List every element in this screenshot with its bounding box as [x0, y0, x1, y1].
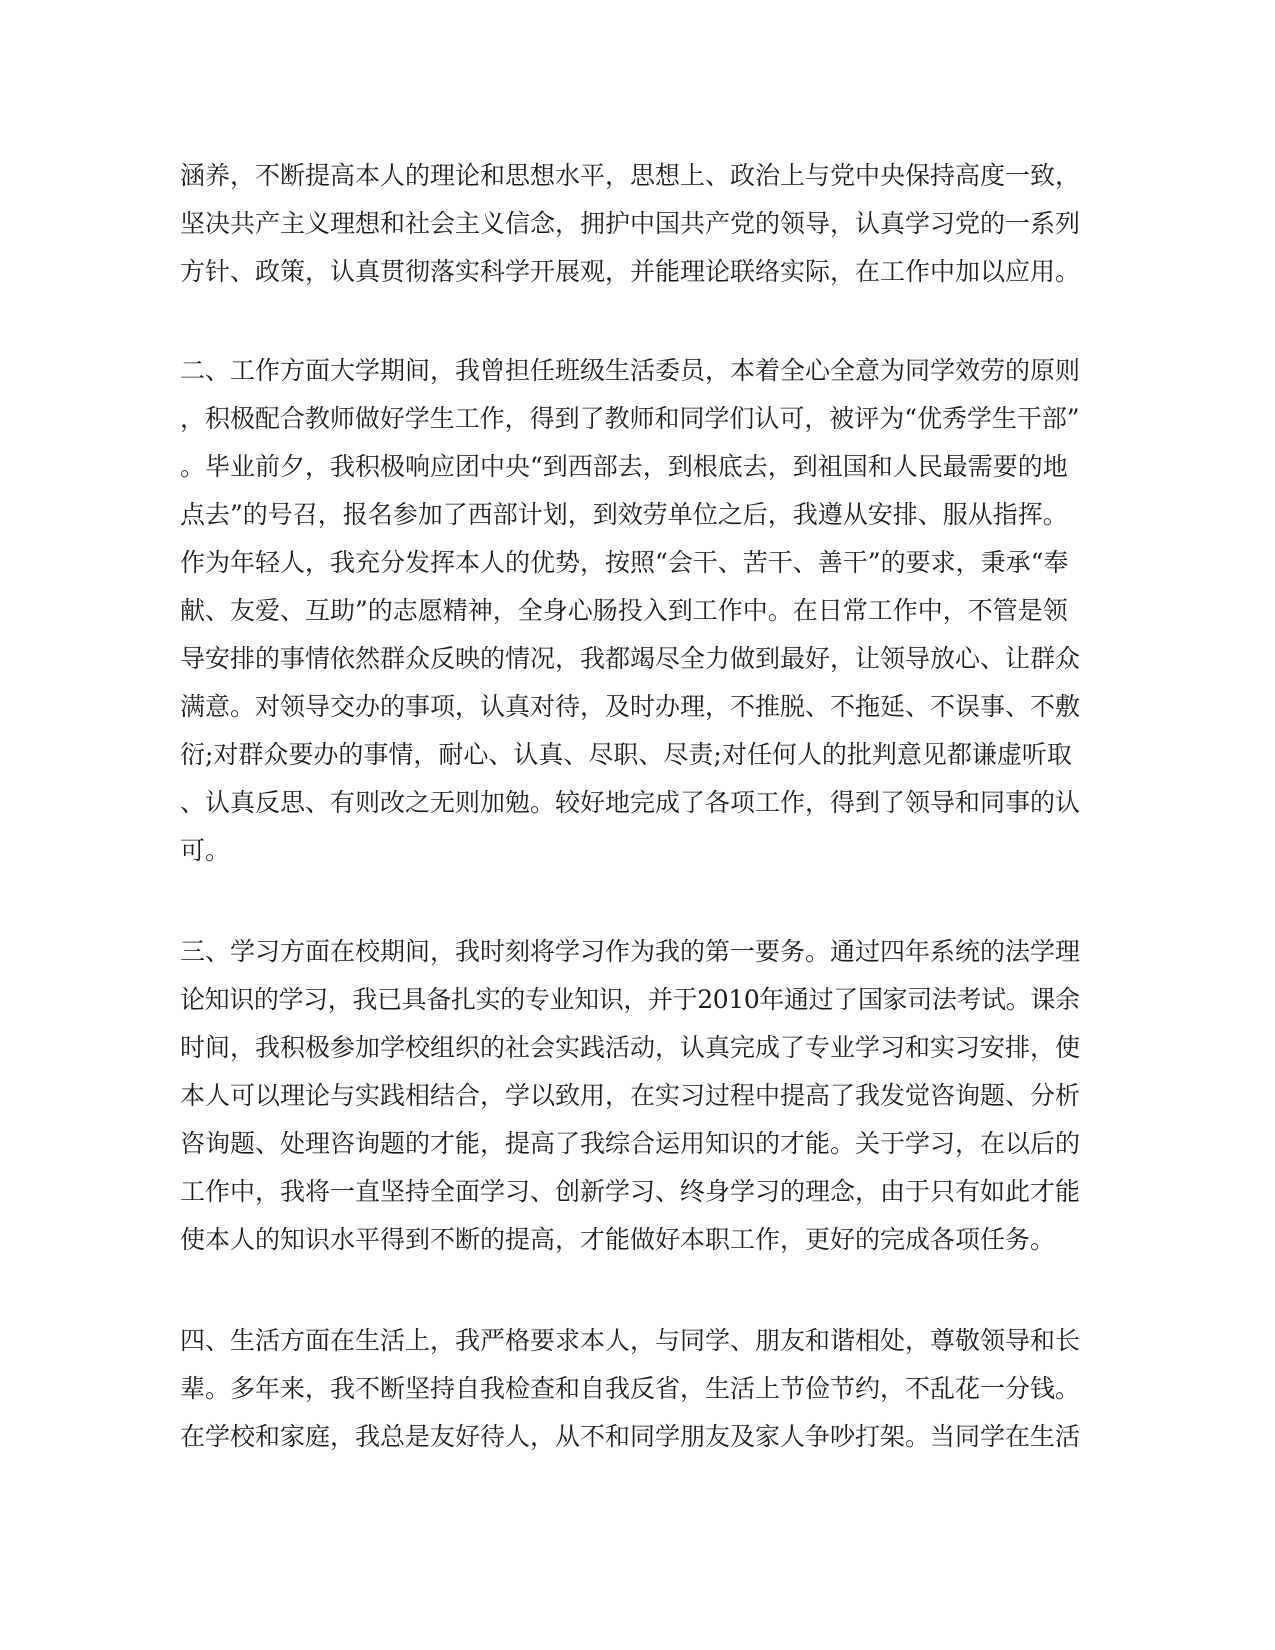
text-line: 本人可以理论与实践相结合，学以致用，在实习过程中提高了我发觉咨询题、分析 [180, 1081, 1081, 1110]
paragraph-life [180, 1317, 1080, 1461]
text-line: 导安排的事情依然群众反映的情况，我都竭尽全力做到最好，让领导放心、让群众 [180, 644, 1081, 673]
text-line: 工作中，我将一直坚持全面学习、创新学习、终身学习的理念，由于只有如此才能 [180, 1177, 1081, 1206]
text-line: 。毕业前夕，我积极响应团中央“到西部去，到根底去，到祖国和人民最需要的地 [180, 452, 1068, 481]
text-line: 二、工作方面大学期间，我曾担任班级生活委员，本着全心全意为同学效劳的原则 [180, 356, 1081, 385]
text-line: 论知识的学习，我已具备扎实的专业知识，并于2010年通过了国家司法考试。课余 [180, 985, 1080, 1014]
text-line: 涵养，不断提高本人的理论和思想水平，思想上、政治上与党中央保持高度一致， [180, 161, 1081, 190]
paragraph-work [180, 347, 1080, 875]
text-line: 在学校和家庭，我总是友好待人，从不和同学朋友及家人争吵打架。当同学在生活 [180, 1422, 1081, 1451]
text-line: ，积极配合教师做好学生工作，得到了教师和同学们认可，被评为“优秀学生干部” [180, 404, 1080, 433]
text-line: 满意。对领导交办的事项，认真对待，及时办理，不推脱、不拖延、不误事、不敷 [180, 692, 1081, 721]
text-line: 献、友爱、互助”的志愿精神，全身心肠投入到工作中。在日常工作中，不管是领 [180, 596, 1068, 625]
text-line: 点去”的号召，报名参加了西部计划，到效劳单位之后，我遵从安排、服从指挥。 [180, 500, 1068, 529]
text-line: 方针、政策，认真贯彻落实科学开展观，并能理论联络实际，在工作中加以应用。 [180, 257, 1081, 286]
text-line: 坚决共产主义理想和社会主义信念，拥护中国共产党的领导，认真学习党的一系列 [180, 209, 1081, 238]
text-line: 使本人的知识水平得到不断的提高，才能做好本职工作，更好的完成各项任务。 [180, 1225, 1056, 1254]
text-line: 可。 [180, 836, 231, 865]
text-line: 衍;对群众要办的事情，耐心、认真、尽职、尽责;对任何人的批判意见都谦虚听取 [180, 740, 1072, 769]
text-line: 辈。多年来，我不断坚持自我检查和自我反省，生活上节俭节约，不乱花一分钱。 [180, 1374, 1081, 1403]
paragraph-study [180, 928, 1080, 1264]
text-line: 三、学习方面在校期间，我时刻将学习作为我的第一要务。通过四年系统的法学理 [180, 937, 1081, 966]
text-line: 、认真反思、有则改之无则加勉。较好地完成了各项工作，得到了领导和同事的认 [180, 788, 1081, 817]
text-line: 作为年轻人，我充分发挥本人的优势，按照“会干、苦干、善干”的要求，秉承“奉 [180, 548, 1069, 577]
text-line: 时间，我积极参加学校组织的社会实践活动，认真完成了专业学习和实习安排，使 [180, 1033, 1081, 1062]
paragraph-political-thought [180, 152, 1080, 296]
text-line: 四、生活方面在生活上，我严格要求本人，与同学、朋友和谐相处，尊敬领导和长 [180, 1326, 1081, 1355]
text-line: 咨询题、处理咨询题的才能，提高了我综合运用知识的才能。关于学习，在以后的 [180, 1129, 1081, 1158]
